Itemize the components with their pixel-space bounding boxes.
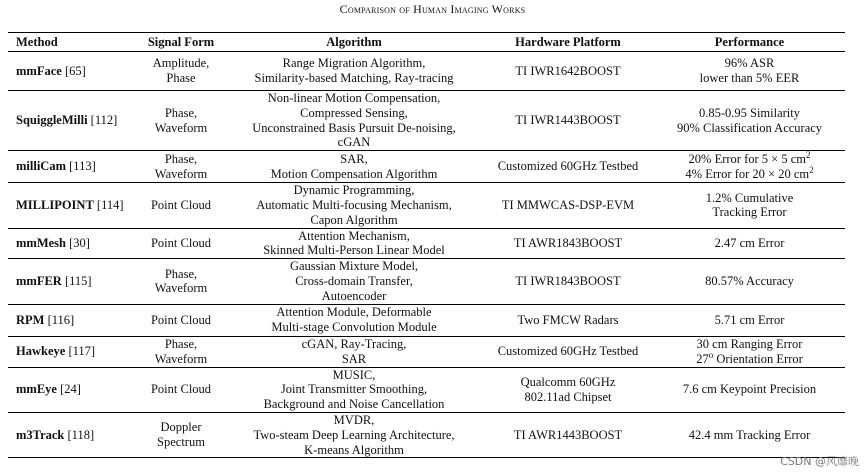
performance-text: 42.4 mm Tracking Error (688, 427, 811, 442)
algorithm-line: Capon Algorithm (310, 212, 398, 227)
method-ref: [65] (64, 63, 86, 78)
method-name: mmEye (16, 382, 57, 397)
method-cell (8, 336, 136, 367)
table-body (8, 52, 845, 458)
algorithm-cell (226, 91, 482, 151)
signal-line: Point Cloud (150, 197, 212, 212)
method-name: mmFace (16, 63, 62, 78)
performance-cell (654, 412, 845, 457)
performance-text: 30 cm Ranging Error (696, 336, 803, 351)
algorithm-line: Attention Module, Deformable (276, 305, 432, 320)
method-cell (8, 412, 136, 457)
hardware-cell (482, 336, 654, 367)
performance-superscript: 2 (805, 149, 811, 160)
header-performance: Performance (654, 33, 845, 52)
watermark: CSDN @风靡晚 (780, 455, 859, 468)
method-ref: [117] (68, 344, 96, 359)
performance-text-suffix: Orientation Error (713, 351, 803, 366)
method-cell (8, 151, 136, 183)
header-method: Method (8, 33, 136, 52)
hardware-cell (482, 52, 654, 91)
hardware-line: Qualcomm 60GHz (520, 374, 616, 389)
algorithm-line: Dynamic Programming, (293, 183, 415, 198)
algorithm-cell (226, 336, 482, 367)
algorithm-line: Background and Noise Cancellation (263, 397, 445, 412)
performance-text: 7.6 cm Keypoint Precision (682, 382, 817, 397)
signal-line: Amplitude, (152, 56, 210, 71)
performance-cell (654, 52, 845, 91)
algorithm-line: SAR, (340, 151, 368, 166)
header-signal-form: Signal Form (136, 33, 226, 52)
algorithm-cell (226, 367, 482, 412)
hardware-cell (482, 151, 654, 183)
method-cell (8, 91, 136, 151)
table-row (8, 52, 845, 91)
hardware-cell (482, 412, 654, 457)
signal-line: Waveform (154, 281, 208, 296)
performance-text: 20% Error for 5 × 5 cm (688, 151, 806, 166)
algorithm-cell (226, 259, 482, 304)
performance-line (657, 164, 842, 182)
performance-superscript: o (708, 349, 714, 360)
signal-line: Spectrum (157, 435, 205, 450)
table-row (8, 367, 845, 412)
algorithm-line: Skinned Multi-Person Linear Model (263, 243, 445, 258)
signal-form-cell (136, 367, 226, 412)
hardware-line: Two FMCW Radars (517, 312, 619, 327)
algorithm-line: Similarity-based Matching, Ray-tracing (254, 71, 454, 85)
performance-superscript: 2 (809, 164, 814, 175)
method-ref: [118] (67, 427, 95, 442)
signal-form-cell (136, 412, 226, 457)
algorithm-cell (226, 412, 482, 457)
algorithm-line: Unconstrained Basis Pursuit De-noising, (252, 120, 456, 135)
algorithm-line: MUSIC, (332, 367, 376, 382)
performance-line (657, 382, 842, 397)
hardware-line: Customized 60GHz Testbed (497, 344, 639, 359)
signal-form-cell (136, 52, 226, 91)
hardware-line: TI IWR1443BOOST (515, 113, 621, 128)
performance-text: Tracking Error (712, 205, 787, 220)
signal-line: Waveform (154, 166, 208, 181)
signal-line: Phase, (164, 266, 198, 281)
algorithm-line: Joint Transmitter Smoothing, (280, 382, 428, 397)
performance-cell (654, 228, 845, 259)
algorithm-line: Gaussian Mixture Model, (289, 259, 419, 274)
algorithm-cell (226, 151, 482, 183)
algorithm-cell (226, 228, 482, 259)
algorithm-line: MVDR, (333, 412, 375, 427)
method-ref: [30] (69, 235, 90, 250)
header-row (8, 33, 845, 52)
performance-cell (654, 91, 845, 151)
signal-form-cell (136, 304, 226, 336)
performance-line (657, 428, 842, 443)
performance-cell (654, 151, 845, 183)
method-ref: [116] (47, 312, 75, 327)
table-row (8, 412, 845, 457)
algorithm-line: Autoencoder (321, 288, 387, 303)
signal-line: Phase (166, 71, 196, 85)
method-ref: [115] (64, 273, 92, 288)
signal-line: Doppler (160, 420, 202, 435)
method-ref: [24] (60, 382, 81, 397)
signal-form-cell (136, 91, 226, 151)
algorithm-line: Automatic Multi-focusing Mechanism, (256, 197, 452, 212)
table-row (8, 304, 845, 336)
performance-text: 90% Classification Accuracy (676, 120, 823, 135)
header-algorithm: Algorithm (226, 33, 482, 52)
hardware-line: TI AWR1443BOOST (513, 427, 623, 442)
hardware-line: TI MMWCAS-DSP-EVM (501, 197, 635, 212)
method-name: m3Track (16, 427, 65, 442)
algorithm-cell (226, 304, 482, 336)
method-name: mmFER (16, 273, 62, 288)
table-row (8, 228, 845, 259)
method-name: mmMesh (16, 235, 66, 250)
signal-line: Phase, (164, 336, 198, 351)
performance-line (657, 191, 842, 206)
table-caption: Comparison of Human Imaging Works (339, 2, 526, 16)
algorithm-line: Two-steam Deep Learning Architecture, (253, 427, 455, 442)
signal-line: Phase, (164, 151, 198, 166)
method-cell (8, 52, 136, 91)
performance-line (657, 205, 842, 220)
algorithm-line: cGAN (337, 135, 371, 150)
method-cell (8, 228, 136, 259)
method-name: SquiggleMilli (16, 113, 88, 128)
header-hardware-platform: Hardware Platform (482, 33, 654, 52)
algorithm-line: Range Migration Algorithm, (282, 56, 426, 71)
comparison-table (8, 32, 845, 458)
table-row (8, 183, 845, 228)
performance-text: 4% Error for 20 × 20 cm (685, 166, 810, 181)
algorithm-line: Cross-domain Transfer, (295, 273, 413, 288)
hardware-cell (482, 259, 654, 304)
method-cell (8, 367, 136, 412)
algorithm-line: Compressed Sensing, (300, 105, 408, 120)
method-cell (8, 304, 136, 336)
performance-line (657, 106, 842, 121)
performance-text: 2.47 cm Error (714, 235, 785, 250)
hardware-cell (482, 367, 654, 412)
performance-text: 96% ASR (724, 56, 775, 71)
hardware-line: Customized 60GHz Testbed (497, 159, 639, 174)
performance-text: 0.85-0.95 Similarity (698, 105, 801, 120)
performance-text: 80.57% Accuracy (705, 273, 794, 288)
hardware-line: TI IWR1843BOOST (515, 273, 621, 288)
method-name: RPM (16, 312, 45, 327)
table-row (8, 336, 845, 367)
algorithm-line: Non-linear Motion Compensation, (267, 91, 441, 105)
algorithm-line: Attention Mechanism, (298, 228, 410, 243)
method-name: MILLIPOINT (16, 197, 94, 212)
signal-line: Waveform (154, 351, 208, 366)
table-row (8, 259, 845, 304)
algorithm-line: K-means Algorithm (304, 442, 404, 457)
method-ref: [113] (69, 159, 96, 174)
algorithm-cell (226, 183, 482, 228)
table-row (8, 91, 845, 151)
algorithm-line: cGAN, Ray-Tracing, (301, 336, 407, 351)
signal-form-cell (136, 151, 226, 183)
performance-line (657, 56, 842, 71)
signal-line: Point Cloud (150, 312, 212, 327)
method-name: milliCam (16, 159, 66, 174)
signal-form-cell (136, 336, 226, 367)
performance-line (657, 349, 842, 367)
signal-line: Point Cloud (150, 235, 212, 250)
performance-text: 5.71 cm Error (714, 312, 785, 327)
performance-text: 27 (696, 351, 709, 366)
algorithm-line: Multi-stage Convolution Module (271, 320, 437, 335)
signal-form-cell (136, 228, 226, 259)
signal-line: Phase, (164, 105, 198, 120)
performance-cell (654, 367, 845, 412)
signal-form-cell (136, 259, 226, 304)
performance-line (657, 337, 842, 352)
hardware-line: 802.11ad Chipset (524, 389, 612, 404)
performance-cell (654, 259, 845, 304)
hardware-cell (482, 91, 654, 151)
performance-text: lower than 5% EER (699, 71, 800, 85)
algorithm-cell (226, 52, 482, 91)
table-row (8, 151, 845, 183)
algorithm-line: Motion Compensation Algorithm (270, 166, 438, 181)
method-ref: [114] (96, 197, 124, 212)
performance-line (657, 313, 842, 328)
performance-cell (654, 304, 845, 336)
hardware-line: TI IWR1642BOOST (515, 63, 621, 78)
method-name: Hawkeye (16, 344, 66, 359)
performance-cell (654, 183, 845, 228)
performance-line (657, 274, 842, 289)
signal-line: Point Cloud (150, 382, 212, 397)
hardware-cell (482, 183, 654, 228)
performance-line (657, 149, 842, 167)
performance-cell (654, 336, 845, 367)
performance-line (657, 121, 842, 136)
hardware-cell (482, 228, 654, 259)
method-cell (8, 259, 136, 304)
hardware-line: TI AWR1843BOOST (513, 235, 623, 250)
performance-line (657, 236, 842, 251)
performance-line (657, 71, 842, 86)
signal-line: Waveform (154, 120, 208, 135)
signal-form-cell (136, 183, 226, 228)
hardware-cell (482, 304, 654, 336)
method-ref: [112] (90, 113, 118, 128)
method-cell (8, 183, 136, 228)
algorithm-line: SAR (341, 351, 367, 366)
performance-text: 1.2% Cumulative (705, 190, 794, 205)
